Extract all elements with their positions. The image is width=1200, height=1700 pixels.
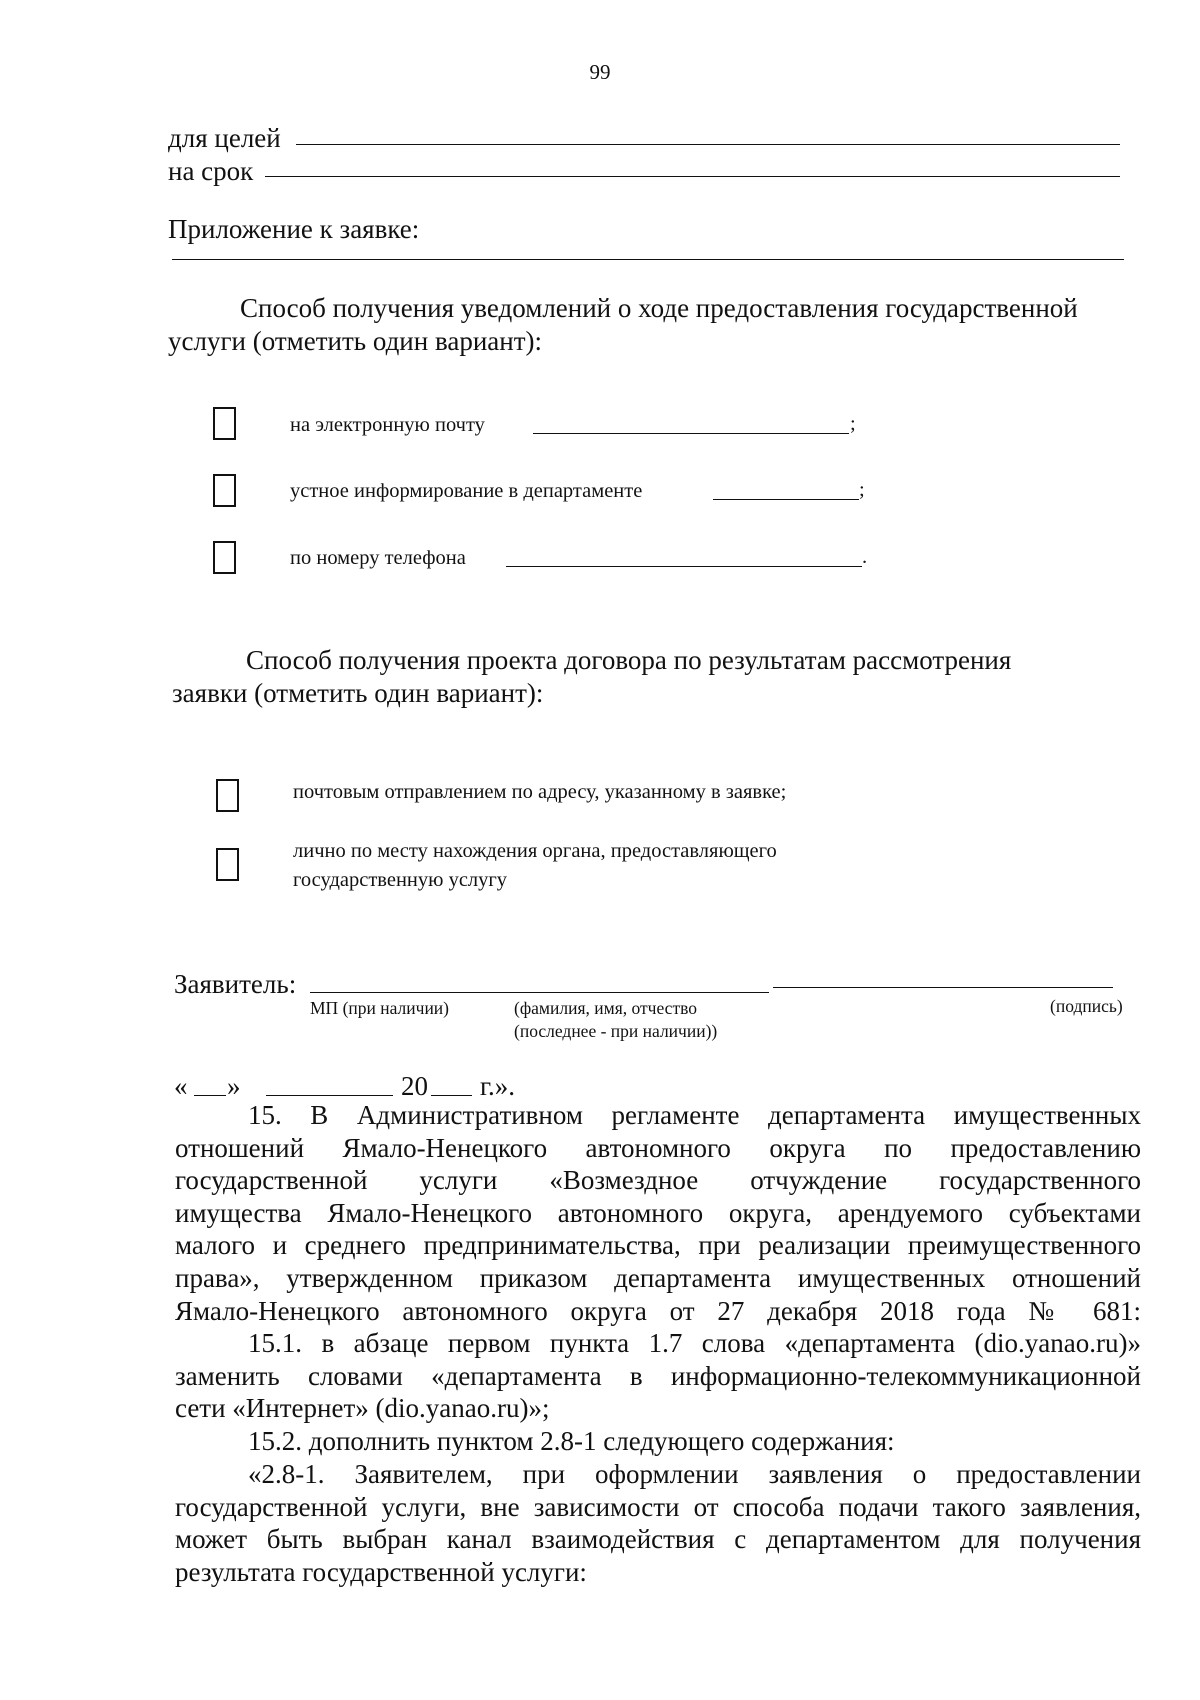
p15-line: Ямало-Ненецкого автономного округа от 27 декабря 2018 года № 681: [175, 1295, 1141, 1326]
option-phone-label: по номеру телефона [290, 547, 466, 569]
p15-1-line: сети «Интернет» (dio.yanao.ru)»; [175, 1393, 550, 1424]
option-in-person-line1: лично по месту нахождения органа, предоставляющего [293, 840, 777, 862]
phone-field-line[interactable] [506, 566, 862, 567]
oral-field-line[interactable] [713, 499, 859, 500]
p2-8-1-line: результата государственной услуги: [175, 1556, 587, 1587]
date-suffix: г.». [480, 1071, 516, 1101]
applicant-label: Заявитель: [174, 969, 297, 999]
page-number: 99 [589, 60, 611, 84]
mp-caption: МП (при наличии) [310, 998, 450, 1018]
p15-2-line: 15.2. дополнить пунктом 2.8-1 следующего содержания: [248, 1426, 895, 1456]
contract-heading-line1: Способ получения проекта договора по результатам рассмотрения [246, 645, 1012, 675]
date-day-line[interactable] [194, 1095, 226, 1096]
checkbox-oral[interactable] [213, 474, 236, 507]
p15-line: отношений Ямало-Ненецкого автономного округа по предоставлению [175, 1132, 1141, 1163]
paragraph-15 [175, 1099, 1141, 1327]
contract-heading-line2: заявки (отметить один вариант): [172, 678, 544, 708]
option-oral-end: ; [859, 479, 865, 501]
date-year-prefix: 20 [401, 1071, 428, 1101]
p15-line: имущества Ямало-Ненецкого автономного округа, арендуемого субъектами [175, 1197, 1141, 1228]
attachment-label: Приложение к заявке: [168, 214, 420, 244]
option-postal-label: почтовым отправлением по адресу, указанному в заявке; [293, 781, 787, 803]
attachment-field-line[interactable] [172, 259, 1124, 260]
date-month-line[interactable] [266, 1095, 393, 1096]
paragraph-15-1 [175, 1327, 1141, 1425]
purpose-field-line[interactable] [296, 144, 1120, 145]
p15-1-line: 15.1. в абзаце первом пункта 1.7 слова «департамента (dio.yanao.ru)» [248, 1328, 1141, 1358]
name-caption-line2: (последнее - при наличии)) [514, 1021, 718, 1041]
p2-8-1-line: «2.8-1. Заявителем, при оформлении заявления о предоставлении [248, 1459, 1141, 1489]
option-email-end: ; [850, 413, 856, 435]
date-close-quote: » [227, 1071, 241, 1101]
notification-heading-line1: Способ получения уведомлений о ходе предоставления государственной [240, 293, 1078, 323]
option-email-label: на электронную почту [290, 414, 485, 436]
paragraph-2-8-1 [175, 1458, 1141, 1588]
checkbox-postal[interactable] [216, 779, 239, 812]
term-field-line[interactable] [265, 176, 1120, 177]
p15-line: права», утвержденном приказом департамента имущественных отношений [175, 1262, 1141, 1293]
option-in-person-line2: государственную услугу [293, 869, 508, 891]
checkbox-in-person[interactable] [216, 848, 239, 881]
option-oral-label: устное информирование в департаменте [290, 480, 643, 502]
p15-line: 15. В Административном регламенте департамента имущественных [248, 1100, 1141, 1130]
paragraph-15-2 [175, 1425, 1141, 1458]
signature-caption: (подпись) [1050, 996, 1123, 1016]
p15-line: малого и среднего предпринимательства, при реализации преимущественного [175, 1230, 1141, 1261]
checkbox-phone[interactable] [213, 541, 236, 574]
date-open-quote: « [174, 1071, 188, 1101]
p15-1-line: заменить словами «департамента в информационно-телекоммуникационной [175, 1360, 1141, 1391]
email-field-line[interactable] [533, 433, 849, 434]
purpose-label: для целей [168, 123, 281, 153]
p15-line: государственной услуги «Возмездное отчуждение государственного [175, 1165, 1141, 1196]
applicant-signature-line[interactable] [773, 987, 1113, 988]
p2-8-1-line: государственной услуги, вне зависимости от способа подачи такого заявления, [175, 1491, 1141, 1522]
name-caption-line1: (фамилия, имя, отчество [514, 998, 697, 1018]
p2-8-1-line: может быть выбран канал взаимодействия с департаментом для получения [175, 1524, 1141, 1555]
date-year-line[interactable] [431, 1095, 472, 1096]
term-label: на срок [168, 156, 254, 186]
option-phone-end: . [862, 546, 868, 568]
applicant-name-line[interactable] [310, 992, 769, 993]
checkbox-email[interactable] [213, 407, 236, 440]
notification-heading-line2: услуги (отметить один вариант): [168, 326, 543, 356]
